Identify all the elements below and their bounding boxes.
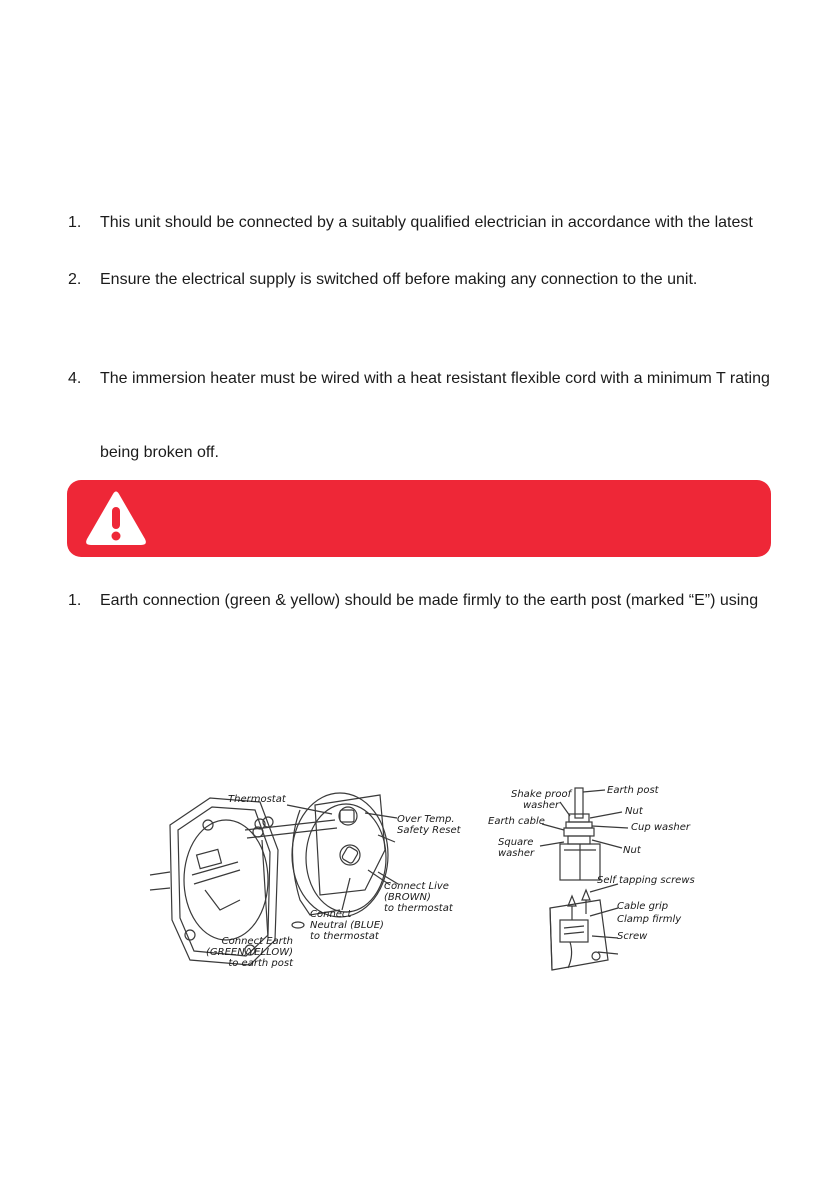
- label-square-washer-1: Square: [498, 837, 534, 848]
- label-clamp-firmly: Clamp firmly: [617, 914, 682, 925]
- item-number: 4.: [68, 370, 82, 387]
- continuation-text: being broken off.: [100, 444, 219, 461]
- label-connect-live-2: (BROWN): [384, 892, 431, 903]
- warning-banner: [67, 480, 771, 557]
- label-connect-earth-1: Connect Earth: [221, 936, 293, 947]
- label-earth-post: Earth post: [607, 785, 659, 796]
- label-cup-washer: Cup washer: [631, 822, 690, 833]
- label-earth-cable: Earth cable: [488, 816, 545, 827]
- label-connect-earth-3: to earth post: [228, 958, 293, 969]
- label-shake-proof-2: washer: [523, 800, 560, 811]
- label-screw: Screw: [617, 931, 648, 942]
- label-cable-grip: Cable grip: [617, 901, 669, 912]
- item-number: 1.: [68, 214, 82, 231]
- item-text: Ensure the electrical supply is switched off before making any connection to the unit.: [100, 271, 698, 288]
- warning-triangle-icon: [81, 489, 151, 549]
- label-square-washer-2: washer: [498, 848, 535, 859]
- label-connect-earth-2: (GREEN/YELLOW): [205, 947, 293, 958]
- item-number: 2.: [68, 271, 82, 288]
- item-text: The immersion heater must be wired with a heat resistant flexible cord with a minimum T rating: [100, 370, 770, 387]
- label-connect-live-1: Connect Live: [384, 881, 449, 892]
- label-connect-neutral-1: Connect: [310, 909, 352, 920]
- label-shake-proof-1: Shake proof: [511, 789, 572, 800]
- label-thermostat: Thermostat: [228, 794, 286, 805]
- label-self-tapping-screws: Self tapping screws: [597, 875, 695, 886]
- label-connect-neutral-2: Neutral (BLUE): [310, 920, 384, 931]
- label-connect-live-3: to thermostat: [384, 903, 453, 914]
- item-text: Earth connection (green & yellow) should be made firmly to the earth post (marked “E”) using: [100, 592, 759, 609]
- label-over-temp-2: Safety Reset: [397, 825, 461, 836]
- label-nut-bottom: Nut: [623, 845, 641, 856]
- item-number: 1.: [68, 592, 82, 609]
- label-connect-neutral-3: to thermostat: [310, 931, 379, 942]
- label-over-temp-1: Over Temp.: [397, 814, 455, 825]
- item-text: This unit should be connected by a suitably qualified electrician in accordance with the latest: [100, 214, 753, 231]
- label-nut-top: Nut: [625, 806, 643, 817]
